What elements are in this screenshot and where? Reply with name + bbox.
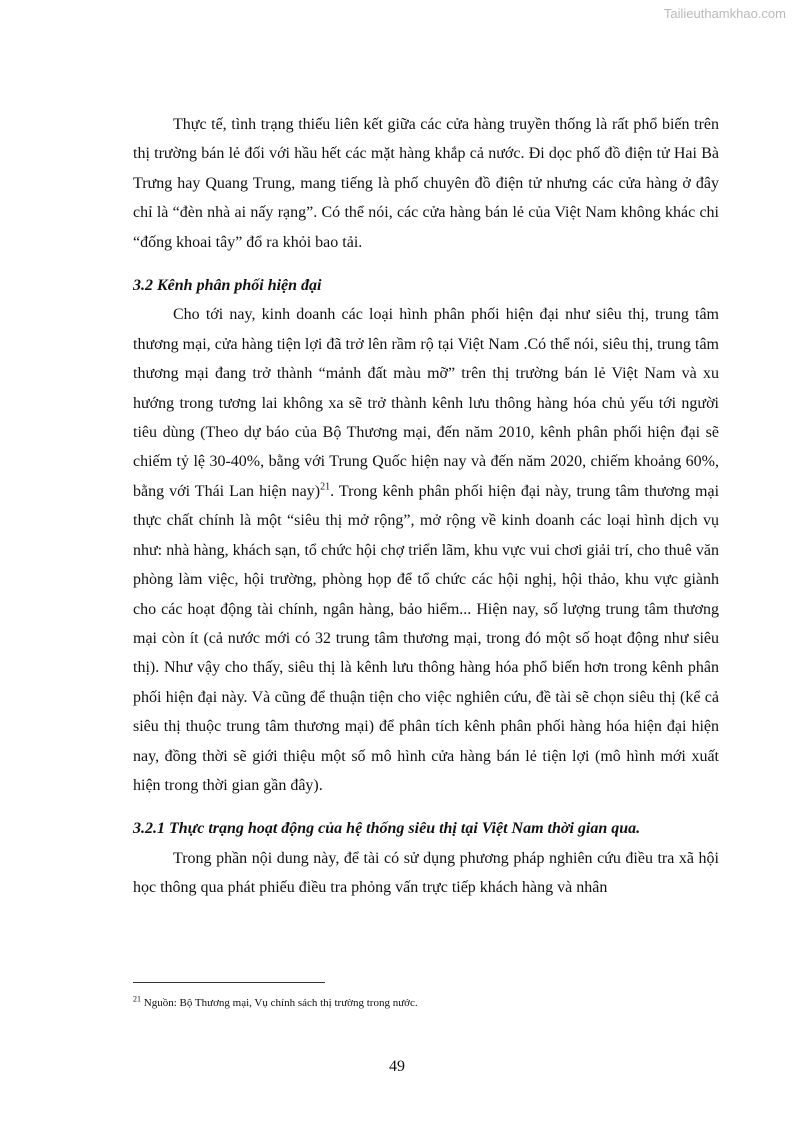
page-number: 49 <box>389 1058 405 1075</box>
page-body <box>133 110 719 903</box>
section-heading-3-2: 3.2 Kênh phân phối hiện đại <box>133 277 322 295</box>
section-heading-3-2-1: 3.2.1 Thực trạng hoạt động của hệ thống siêu thị tại Việt Nam thời gian qua. <box>133 820 641 838</box>
footnote-text: Nguồn: Bộ Thương mại, Vụ chính sách thị trường trong nước. <box>141 997 418 1009</box>
paragraph-text-part-2: . Trong kênh phân phối hiện đại này, trung tâm thương mại thực chất chính là một “siêu thị mở rộng”, mở rộng về kinh doanh các loại hình dịch vụ như: nhà hàng, khách sạn, tổ chức hội chợ triển lãm, khu vực vui chơi giải trí, cho thuê văn phòng làm việc, hội trường, phòng họp để tổ chức các hội nghị, hội thảo, khu vực giành cho các hoạt động tài chính, ngân hàng, bảo hiểm... Hiện nay, số lượng trung tâm thương mại còn ít (cả nước mới có 32 trung tâm thương mại, trong đó một số hoạt động như siêu thị). Như vậy cho thấy, siêu thị là kênh lưu thông hàng hóa phổ biến hơn trong kênh phân phối hiện đại này. Và cũng để thuận tiện cho việc nghiên cứu, đề tài sẽ chọn siêu thị (kể cả siêu thị thuộc trung tâm thương mại) để phân tích kênh phân phối hàng hóa hiện đại hiện nay, đồng thời sẽ giới thiệu một số mô hình cửa hàng bán lẻ tiện lợi (mô hình mới xuất hiện trong thời gian gần đây). <box>133 482 720 794</box>
footnote-divider <box>133 982 325 983</box>
footnote-reference[interactable]: 21 <box>320 481 331 493</box>
footnote <box>133 996 719 1010</box>
paragraph-modern-channels <box>133 300 719 800</box>
footnote-number: 21 <box>133 994 141 1004</box>
watermark: Tailieuthamkhao.com <box>663 6 786 21</box>
paragraph-text-part-1: Cho tới nay, kinh doanh các loại hình phân phối hiện đại như siêu thị, trung tâm thương mại, cửa hàng tiện lợi đã trở lên rầm rộ tại Việt Nam .Có thể nói, siêu thị, trung tâm thương mại đang trở thành “mảnh đất màu mỡ” trên thị trường bán lẻ Việt Nam và xu hướng trong tương lai không xa sẽ trở thành kênh lưu thông hàng hóa chủ yếu tới người tiêu dùng (Theo dự báo của Bộ Thương mại, đến năm 2010, kênh phân phối hiện đại sẽ chiếm tỷ lệ 30-40%, bằng với Trung Quốc hiện nay và đến năm 2020, chiếm khoảng 60%, bằng với Thái Lan hiện nay) <box>133 306 719 500</box>
paragraph-research-method: Trong phần nội dung này, để tài có sử dụng phương pháp nghiên cứu điều tra xã hội học thông qua phát phiếu điều tra phỏng vấn trực tiếp khách hàng và nhân <box>133 849 719 897</box>
paragraph-traditional-stores: Thực tế, tình trạng thiếu liên kết giữa các cửa hàng truyền thống là rất phổ biến trên thị trường bán lẻ đối với hầu hết các mặt hàng khắp cả nước. Đi dọc phố đồ điện tử Hai Bà Trưng hay Quang Trung, mang tiếng là phố chuyên đồ điện tử nhưng các cửa hàng ở đây chỉ là “đèn nhà ai nấy rạng”. Có thể nói, các cửa hàng bán lẻ của Việt Nam không khác chi “đống khoai tây” đổ ra khỏi bao tải. <box>133 116 719 251</box>
